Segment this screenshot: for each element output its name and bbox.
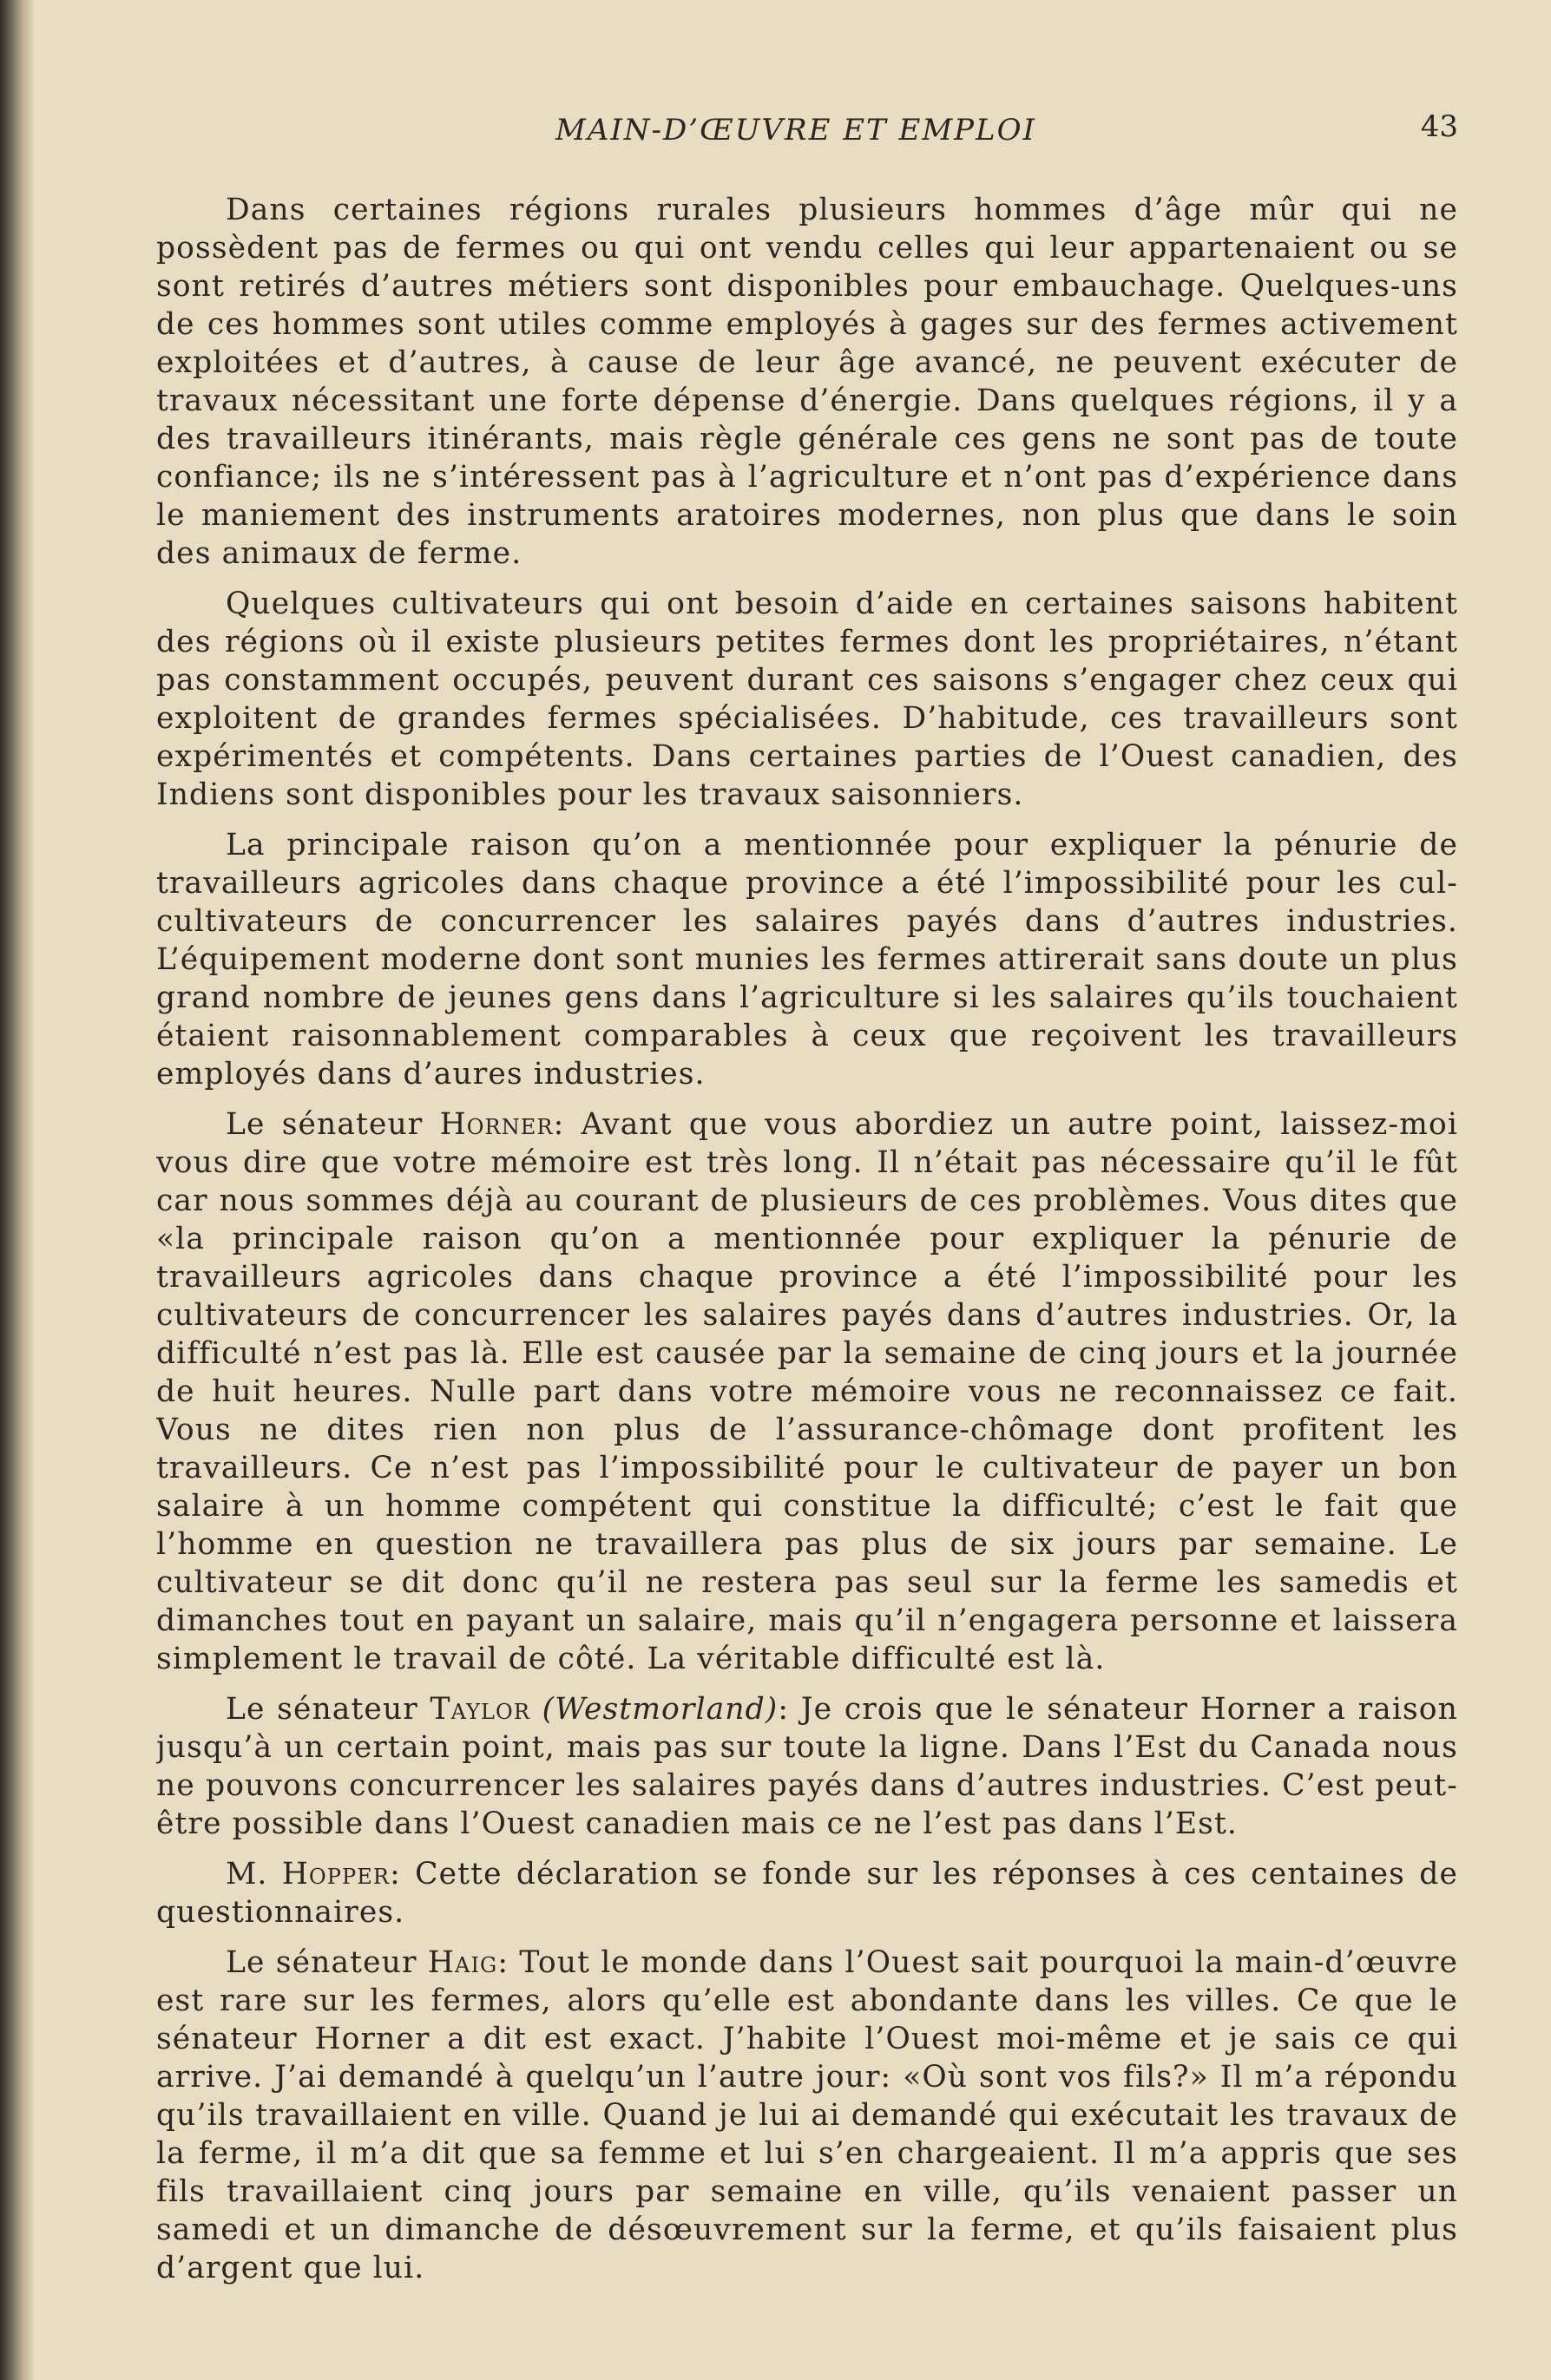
paragraph-text: Dans certaines régions rurales plusieurs hommes d’âge mûr qui ne possèdent pas de fermes ou qui ont vendu celles qui leur appartenaient ou se sont retirés d’autres métiers sont disponibles pour embauchage. Quelques-uns de ces hommes sont utiles comme employés à gages sur des fermes activement exploitées et d’autres, à cause de leur âge avancé, ne peuvent exécuter de travaux nécessitant une forte dépense d’énergie. Dans quelques régions, il y a des travailleurs itinérants, mais règle générale ces gens ne sont pas de toute confiance; ils ne s’intéressent pas à l’agriculture et n’ont pas d’expérience dans le maniement des instruments aratoires modernes, non plus que dans le soin des animaux de ferme.	[156, 193, 1458, 571]
paragraph	[156, 826, 1458, 1093]
speech-text: Je crois que le sénateur Horner a raison jusqu’à un certain point, mais pas sur toute la ligne. Dans l’Est du Canada nous ne pouvons concurrencer les salaires payés dans d’autres industries. C’est peut-être possible dans l’Ouest canadien mais ce ne l’est pas dans l’Est.	[156, 1692, 1458, 1841]
speech-text: Avant que vous abordiez un autre point, laissez-moi vous dire que votre mémoire est très long. Il n’était pas nécessaire qu’il le fût car nous sommes déjà au courant de plusieurs de ces problèmes. Vous dites que «la principale raison qu’on a mentionnée pour expliquer la pénurie de travailleurs agricoles dans chaque province a été l’impossibilité pour les cultivateurs de concurrencer les salaires payés dans d’autres industries. Or, la difficulté n’est pas là. Elle est causée par la semaine de cinq jours et la journée de huit heures. Nulle part dans votre mémoire vous ne reconnaissez ce fait. Vous ne dites rien non plus de l’assurance-chômage dont profitent les travailleurs. Ce n’est pas l’impossibilité pour le cultivateur de payer un bon salaire à un homme compétent qui constitue la difficulté; c’est le fait que l’homme en question ne travaillera pas plus de six jours par semaine. Le cultivateur se dit donc qu’il ne restera pas seul sur la ferme les samedis et dimanches tout en payant un salaire, mais qu’il n’engagera personne et laissera simplement le travail de côté. La véritable difficulté est là.	[156, 1107, 1458, 1676]
speech-paragraph	[156, 1944, 1458, 2287]
speaker-name: Hopper	[281, 1857, 391, 1892]
running-head	[156, 104, 1458, 156]
running-title: MAIN-D’ŒUVRE ET EMPLOI	[555, 113, 1036, 148]
paragraph	[156, 585, 1458, 814]
page-number: 43	[1420, 109, 1458, 144]
speech-paragraph	[156, 1855, 1458, 1931]
book-binding-edge	[0, 0, 33, 2380]
paragraph-text: La principale raison qu’on a mentionnée pour expliquer la pénurie de travailleurs agricoles dans chaque province a été l’impossibilité pour les cul-cultivateurs de concurrencer les salaires payés dans d’autres industries. L’équipement moderne dont sont munies les fermes attirerait sans doute un plus grand nombre de jeunes gens dans l’agriculture si les salaires qu’ils touchaient étaient raisonnablement comparables à ceux que reçoivent les travailleurs employés dans d’aures industries.	[156, 828, 1458, 1092]
speaker-suffix: :	[553, 1107, 565, 1142]
speech-paragraph	[156, 1105, 1458, 1678]
speaker-name: Haig	[427, 1945, 498, 1980]
speech-text: Cette déclaration se fonde sur les réponses à ces centaines de questionnaires.	[156, 1857, 1458, 1930]
speaker-prefix: M.	[226, 1857, 282, 1892]
speaker-prefix: Le sénateur	[226, 1945, 428, 1980]
speaker-suffix: :	[778, 1692, 790, 1727]
speaker-riding: (Westmorland)	[530, 1692, 779, 1727]
speaker-suffix: :	[390, 1857, 401, 1892]
speech-text: Tout le monde dans l’Ouest sait pourquoi la main-d’œuvre est rare sur les fermes, alors qu’elle est abondante dans les villes. Ce que le sénateur Horner a dit est exact. J’habite l’Ouest moi-même et je sais ce qui arrive. J’ai demandé à quelqu’un l’autre jour: «Où sont vos fils?» Il m’a répondu qu’ils travaillaient en ville. Quand je lui ai demandé qui exécutait les travaux de la ferme, il m’a dit que sa femme et lui s’en chargeaient. Il m’a appris que ses fils travaillaient cinq jours par semaine en ville, qu’ils venaient passer un samedi et un dimanche de désœuvrement sur la ferme, et qu’ils faisaient plus d’argent que lui.	[156, 1945, 1458, 2285]
speaker-prefix: Le sénateur	[226, 1107, 440, 1142]
speaker-suffix: :	[497, 1945, 509, 1980]
speech-paragraph	[156, 1690, 1458, 1843]
paragraph	[156, 191, 1458, 573]
body-text	[156, 191, 1458, 2287]
paragraph-text: Quelques cultivateurs qui ont besoin d’aide en certaines saisons habitent des régions où il existe plusieurs petites fermes dont les propriétaires, n’étant pas constamment occupés, peuvent durant ces saisons s’engager chez ceux qui exploitent de grandes fermes spécialisées. D’habitude, ces travailleurs sont expérimentés et compétents. Dans certaines parties de l’Ouest canadien, des Indiens sont disponibles pour les travaux saisonniers.	[156, 587, 1458, 812]
book-page	[156, 104, 1458, 2291]
speaker-name: Horner	[439, 1107, 554, 1142]
speaker-prefix: Le sénateur	[226, 1692, 430, 1727]
speaker-name: Taylor	[430, 1692, 530, 1727]
